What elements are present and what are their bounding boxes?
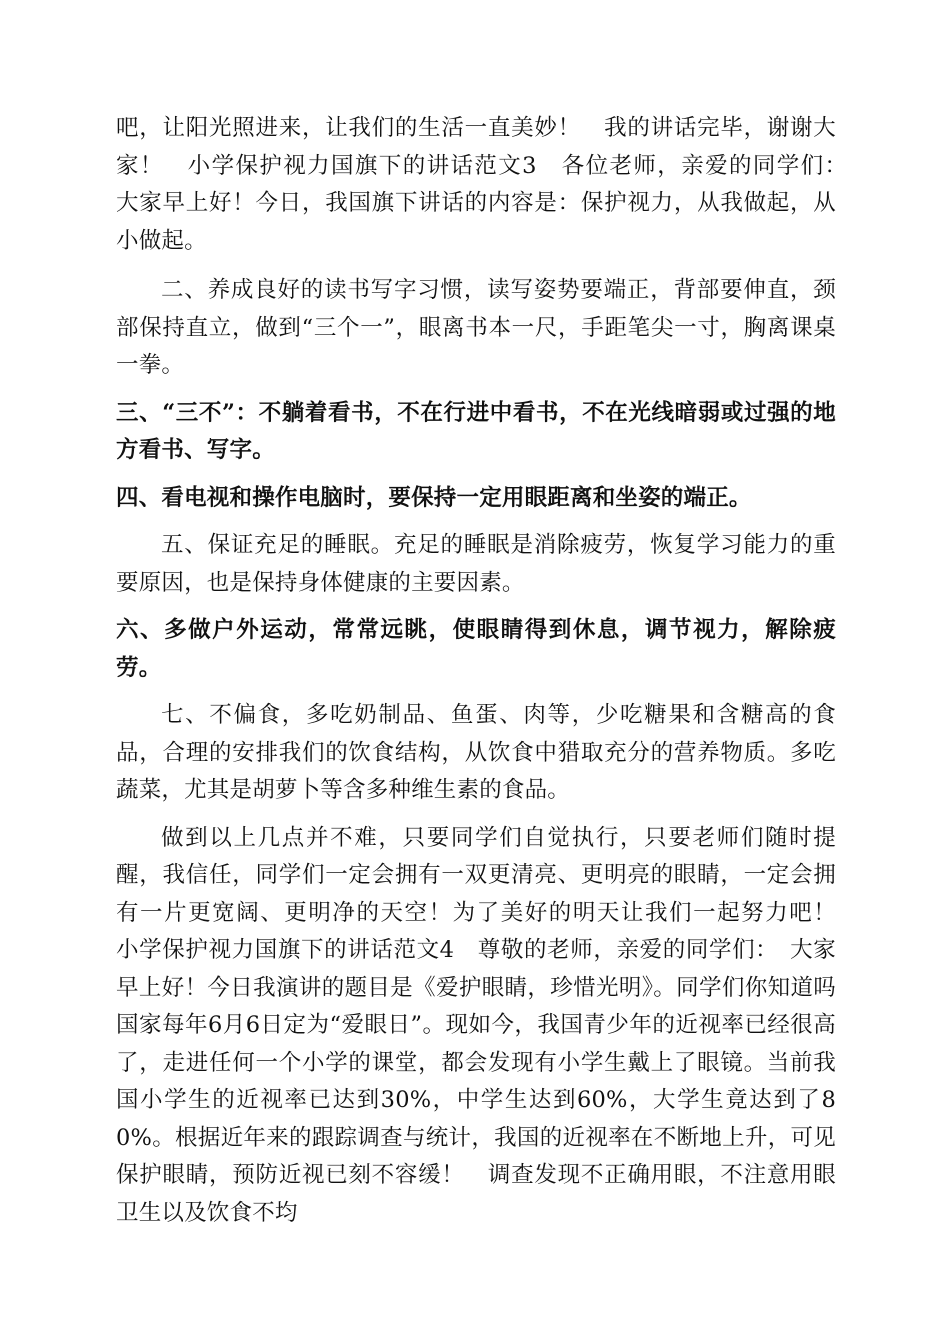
paragraph-item-6: 六、多做户外运动，常常远眺，使眼睛得到休息，调节视力，解除疲劳。 [116,617,836,681]
paragraph-item-4: 四、看电视和操作电脑时，要保持一定用眼距离和坐姿的端正。 [116,484,752,511]
document-body [116,110,859,1232]
paragraph-conclusion: 做到以上几点并不难，只要同学们自觉执行，只要老师们随时提醒，我信任，同学们一定会拥有一双更清亮、更明亮的眼睛，一定会拥有一片更宽阔、更明净的天空！为了美好的明天让我们一起努力吧！ 小学保护视力国旗下的讲话范文4 尊敬的老师，亲爱的同学们： 大家早上好！今日我演讲的题目是《爱护眼睛，珍惜光明》。同学们你知道吗国家每年6月6日定为“爱眼日”。现如今，我国青少年的近视率已经很高了，走进任何一个小学的课堂，都会发现有小学生戴上了眼镜。当前我国小学生的近视率已达到30%，中学生达到60%，大学生竟达到了80%。根据近年来的跟踪调查与统计，我国的近视率在不断地上升，可见保护眼睛，预防近视已刻不容缓！ 调查发现不正确用眼，不注意用眼卫生以及饮食不均 [116,824,859,1226]
paragraph-item-5: 五、保证充足的睡眠。充足的睡眠是消除疲劳，恢复学习能力的重要原因，也是保持身体健康的主要因素。 [116,532,836,596]
paragraph-item-3: 三、“三不”：不躺着看书，不在行进中看书，不在光线暗弱或过强的地方看书、写字。 [116,399,836,463]
paragraph-intro: 吧，让阳光照进来，让我们的生活一直美妙！ 我的讲话完毕，谢谢大家！ 小学保护视力国旗下的讲话范文3 各位老师，亲爱的同学们： 大家早上好！今日，我国旗下讲话的内容是：保护视力，从我做起，从小做起。 [116,115,859,254]
paragraph-item-2: 二、养成良好的读书写字习惯，读写姿势要端正，背部要伸直，颈部保持直立，做到“三个一”，眼离书本一尺，手距笔尖一寸，胸离课桌一拳。 [116,277,836,378]
paragraph-item-7: 七、不偏食，多吃奶制品、鱼蛋、肉等，少吃糖果和含糖高的食品，合理的安排我们的饮食结构，从饮食中猎取充分的营养物质。多吃蔬菜，尤其是胡萝卜等含多种维生素的食品。 [116,702,836,803]
